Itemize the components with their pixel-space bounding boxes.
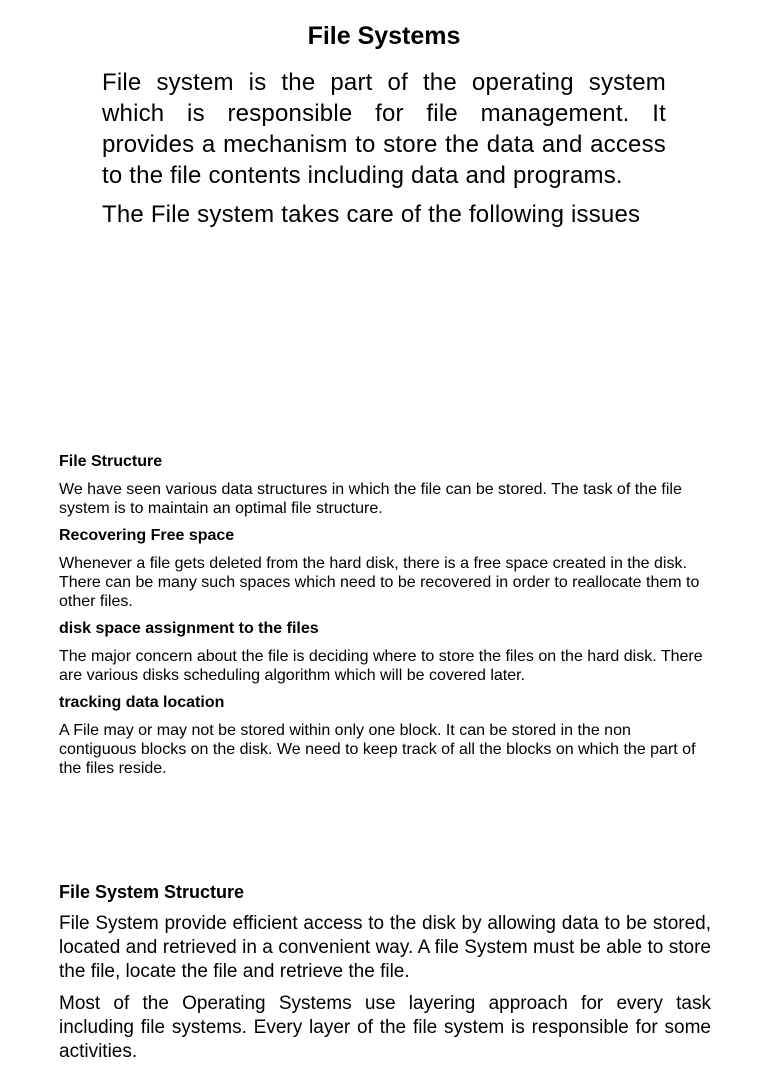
- file-system-structure-section: [59, 880, 711, 1072]
- structure-paragraph: File System provide efficient access to the disk by allowing data to be stored, located and retrieved in a convenient way. A file System must be able to store the file, locate the file and retrieve the file.: [59, 913, 711, 982]
- structure-paragraph-layering: Most of the Operating Systems use layering approach for every task including file systems. Every layer of the file system is responsible for some activities.: [59, 993, 711, 1062]
- issue-heading: File Structure: [59, 453, 163, 470]
- issue-body: Whenever a file gets deleted from the hard disk, there is a free space created in the disk. There can be many such spaces which need to be recovered in order to reallocate them to other files.: [59, 555, 700, 610]
- issue-recovering-free-space: [59, 526, 711, 611]
- intro-issues-paragraph: The File system takes care of the following issues: [102, 201, 641, 228]
- issue-heading: tracking data location: [59, 694, 225, 711]
- issue-tracking-data-location: [59, 693, 711, 778]
- issue-file-structure: [59, 452, 711, 518]
- intro-section: [102, 67, 666, 238]
- issue-body: A File may or may not be stored within only one block. It can be stored in the non contiguous blocks on the disk. We need to keep track of all the blocks on which the part of the files reside.: [59, 722, 696, 777]
- issue-body: We have seen various data structures in which the file can be stored. The task of the file system is to maintain an optimal file structure.: [59, 481, 682, 517]
- issue-body: The major concern about the file is deciding where to store the files on the hard disk. There are various disks scheduling algorithm which will be covered later.: [59, 648, 703, 684]
- intro-paragraph: File system is the part of the operating system which is responsible for file management. It provides a mechanism to store the data and access to the file contents including data and programs.: [102, 69, 666, 189]
- page-title: File Systems: [307, 22, 461, 50]
- issue-heading: Recovering Free space: [59, 527, 235, 544]
- structure-heading: File System Structure: [59, 882, 245, 902]
- issue-disk-space-assignment: [59, 619, 711, 685]
- issues-list: [59, 452, 711, 786]
- issue-heading: disk space assignment to the files: [59, 620, 319, 637]
